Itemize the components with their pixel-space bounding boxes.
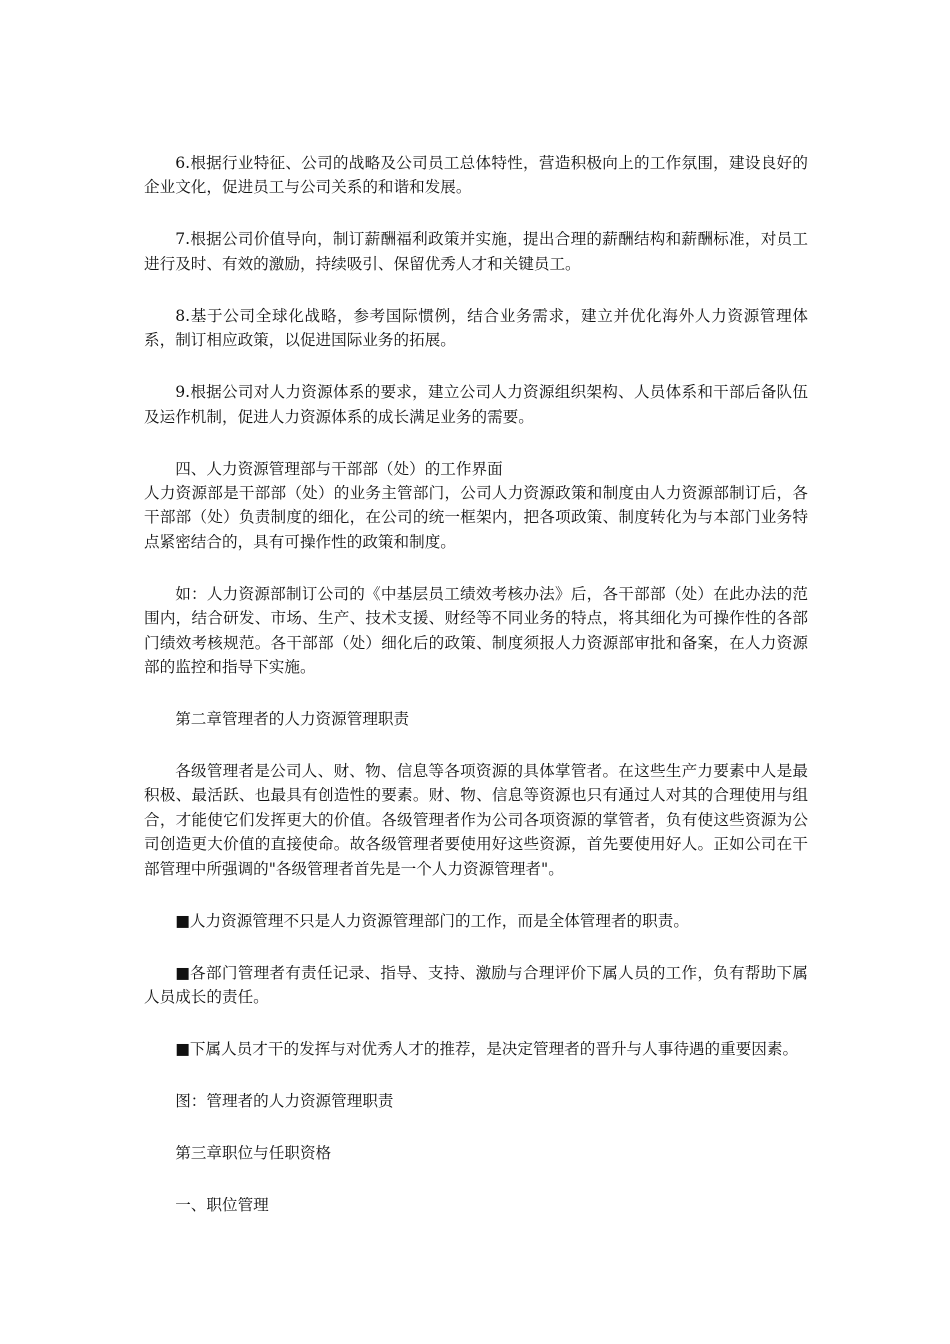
section-heading-position-management: 一、职位管理 — [175, 1196, 269, 1215]
paragraph-example: 如：人力资源部制订公司的《中基层员工绩效考核办法》后，各干部部（处）在此办法的范围内，结合研发、市场、生产、技术支援、财经等不同业务的特点，将其细化为可操作性的各部门绩效考核规范。各干部部（处）细化后的政策、制度须报人力资源部审批和备案，在人力资源部的监控和指导下实施。 — [144, 584, 808, 677]
paragraph-item-7: 7.根据公司价值导向，制订薪酬福利政策并实施，提出合理的薪酬结构和薪酬标准，对员工进行及时、有效的激励，持续吸引、保留优秀人才和关键员工。 — [144, 230, 808, 273]
document-page — [144, 151, 808, 1245]
paragraph-managers-responsibility: 各级管理者是公司人、财、物、信息等各项资源的具体掌管者。在这些生产力要素中人是最积极、最活跃、也最具有创造性的要素。财、物、信息等资源也只有通过人对其的合理使用与组合，才能使它们发挥更大的价值。各级管理者作为公司各项资源的掌管者，负有使这些资源为公司创造更大价值的直接使命。故各级管理者要使用好这些资源，首先要使用好人。正如公司在干部管理中所强调的"各级管理者首先是一个人力资源管理者"。 — [144, 762, 808, 878]
figure-caption: 图：管理者的人力资源管理职责 — [175, 1092, 394, 1111]
paragraph-hr-department-role: 人力资源部是干部部（处）的业务主管部门，公司人力资源政策和制度由人力资源部制订后，各干部部（处）负责制度的细化，在公司的统一框架内，把各项政策、制度转化为与本部门业务特点紧密结合的，具有可操作性的政策和制度。 — [144, 484, 808, 551]
paragraph-item-6: 6.根据行业特征、公司的战略及公司员工总体特性，营造积极向上的工作氛围，建设良好的企业文化，促进员工与公司关系的和谐和发展。 — [144, 154, 808, 197]
paragraph-item-9: 9.根据公司对人力资源体系的要求，建立公司人力资源组织架构、人员体系和干部后备队伍及运作机制，促进人力资源体系的成长满足业务的需要。 — [144, 383, 808, 426]
section-heading-work-interface: 四、人力资源管理部与干部部（处）的工作界面 — [175, 459, 503, 478]
bullet-item-1: ■人力资源管理不只是人力资源管理部门的工作，而是全体管理者的职责。 — [175, 911, 689, 930]
bullet-item-3: ■下属人员才干的发挥与对优秀人才的推荐，是决定管理者的晋升与人事待遇的重要因素。 — [175, 1040, 799, 1059]
chapter-heading-3: 第三章职位与任职资格 — [175, 1144, 332, 1163]
bullet-item-2: ■各部门管理者有责任记录、指导、支持、激励与合理评价下属人员的工作，负有帮助下属人员成长的责任。 — [144, 963, 808, 1007]
paragraph-item-8: 8.基于公司全球化战略，参考国际惯例，结合业务需求，建立并优化海外人力资源管理体系，制订相应政策，以促进国际业务的拓展。 — [144, 306, 808, 350]
chapter-heading-2: 第二章管理者的人力资源管理职责 — [175, 710, 410, 729]
